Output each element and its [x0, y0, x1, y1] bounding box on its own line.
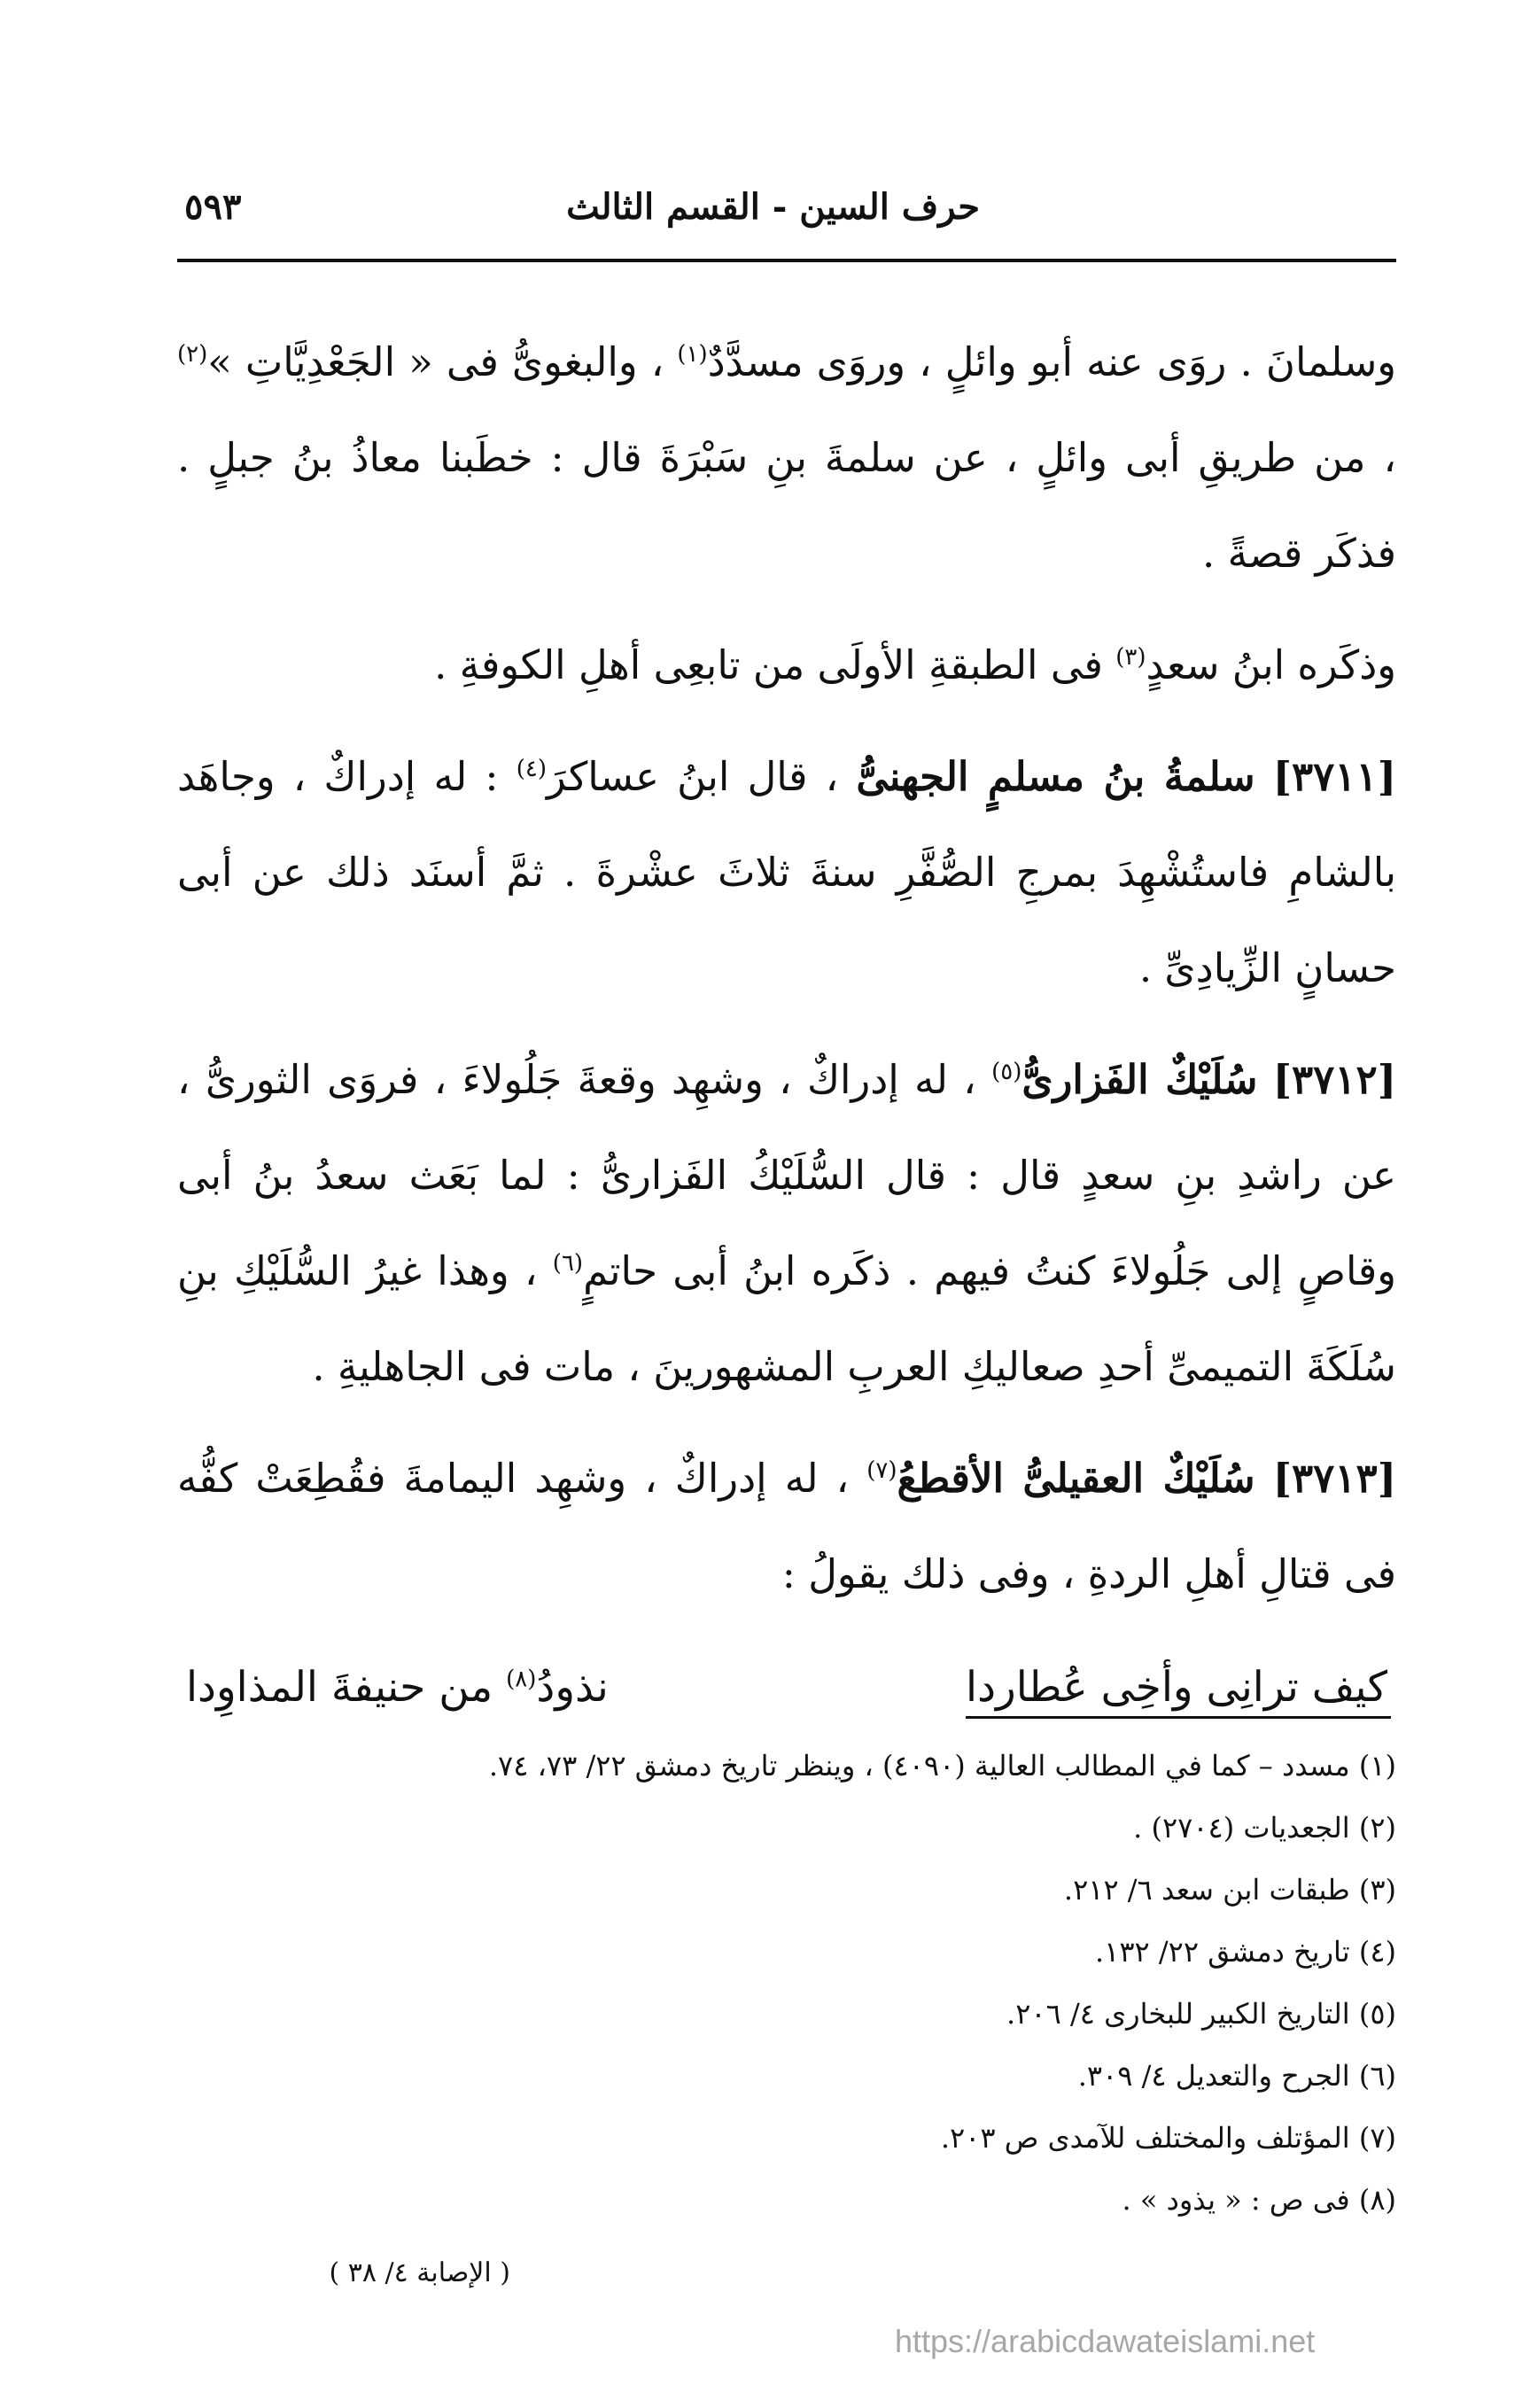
footnote: (٢) الجعديات (٢٧٠٤) . — [1133, 1811, 1396, 1845]
footnote-ref: (١) — [677, 341, 708, 368]
verse-second-suffix: من حنيفةَ المذاوِدا — [186, 1663, 507, 1712]
footnote-ref: (٦) — [552, 1250, 584, 1277]
footnote: (٣) طبقات ابن سعد ٦/ ٢١٢. — [1063, 1873, 1396, 1907]
volume-signature: ( الإصابة ٤/ ٣٨ ) — [329, 2257, 510, 2288]
text-run: ، والبغوىُّ فى « الجَعْدِيَّاتِ » — [207, 338, 678, 385]
page-header — [177, 177, 1396, 248]
footnote: (٦) الجرح والتعديل ٤/ ٣٠٩. — [1077, 2059, 1396, 2093]
footnote: (٨) فى ص : « يذود » . — [1122, 2183, 1396, 2217]
entry-name: سُلَيْكٌ الفَزارىُّ — [1021, 1056, 1258, 1103]
verse-first-hemistich: كيف ترانِى وأخِى عُطاردا — [966, 1663, 1387, 1712]
entry-paragraph — [177, 729, 1396, 1016]
footnote: (٧) المؤتلف والمختلف للآمدى ص ٢٠٣. — [940, 2121, 1396, 2155]
footnote-ref: (٨) — [506, 1666, 537, 1693]
entry-number: [٣٧١٣] — [1272, 1455, 1396, 1502]
text-run: ، قال ابنُ عساكرَ — [547, 753, 857, 800]
entry-paragraph — [177, 1431, 1396, 1622]
watermark-url: https://arabicdawateislami.net — [895, 2323, 1316, 2359]
text-run: : له إدراكٌ ، وجاهَد بالشامِ فاستُشْهِدَ بمرجِ الصُّفَّرِ سنةَ ثلاثَ عشْرةَ . ثمَّ أسنَد ذلك عن أبى حسانٍ الزِّيادِىِّ . — [177, 753, 1396, 991]
entry-name: سُلَيْكٌ العقيلىُّ الأقطعُ — [897, 1455, 1255, 1502]
text-run: ، وهذا غيرُ السُّلَيْكِ بنِ سُلَكَةَ التميمىِّ أحدِ صعاليكِ العربِ المشهورينَ ، مات فى الجاهليةِ . — [177, 1247, 1396, 1390]
main-text — [177, 315, 1396, 1736]
footnote: (١) مسدد – كما في المطالب العالية (٤٠٩٠) ، وينظر تاريخ دمشق ٢٢/ ٧٣، ٧٤. — [488, 1749, 1396, 1783]
footnote-ref: (٧) — [866, 1457, 897, 1484]
page-number: ٥٩٣ — [184, 186, 242, 228]
paragraph — [177, 315, 1396, 602]
paragraph — [177, 618, 1396, 713]
text-run: ، له إدراكٌ ، وشهِد اليمامةَ فقُطِعَتْ كفُّه فى قتالِ أهلِ الردةِ ، وفى ذلك يقولُ : — [177, 1455, 1396, 1597]
poem-verse — [177, 1640, 1396, 1736]
footnote: (٥) التاريخ الكبير للبخارى ٤/ ٢٠٦. — [1006, 1997, 1396, 2031]
verse-second-prefix: نذودُ — [536, 1663, 609, 1712]
footnote: (٤) تاريخ دمشق ٢٢/ ١٣٢. — [1094, 1935, 1396, 1969]
entry-paragraph — [177, 1032, 1396, 1415]
text-run: ، له إدراكٌ ، وشهِد وقعةَ جَلُولاءَ ، فروَى الثورىُّ ، عن راشدِ بنِ سعدٍ قال : قال السُّلَيْكُ الفَزارىُّ : لما بَعَث سعدُ بنُ أبى وقاصٍ إلى جَلُولاءَ كنتُ فيهم . ذكَره ابنُ أبى حاتمٍ — [177, 1056, 1397, 1294]
running-title: حرف السين - القسم الثالث — [566, 186, 980, 228]
text-run: ، من طريقِ أبى وائلٍ ، عن سلمةَ بنِ سَبْرَةَ قال : خطَبنا معاذُ بنُ جبلٍ . فذكَر قصةً . — [177, 434, 1396, 577]
text-run: فى الطبقةِ الأولَى من تابعِى أهلِ الكوفةِ . — [434, 641, 1116, 688]
verse-second-hemistich — [186, 1640, 609, 1736]
header-rule — [177, 259, 1396, 262]
text-run: وذكَره ابنُ سعدٍ — [1146, 641, 1396, 688]
footnote-ref: (٥) — [991, 1059, 1022, 1085]
footnote-ref: (٤) — [516, 756, 548, 782]
footnotes — [177, 1735, 1396, 2231]
text-run: وسلمانَ . روَى عنه أبو وائلٍ ، وروَى مسدَّدٌ — [707, 338, 1397, 385]
entry-number: [٣٧١٢] — [1272, 1056, 1396, 1103]
entry-number: [٣٧١١] — [1272, 753, 1396, 800]
footnote-ref: (٢) — [177, 341, 208, 368]
footnote-separator — [966, 1716, 1391, 1719]
footnote-ref: (٣) — [1115, 644, 1146, 671]
entry-name: سلمةُ بنُ مسلمٍ الجهنىُّ — [856, 753, 1255, 800]
